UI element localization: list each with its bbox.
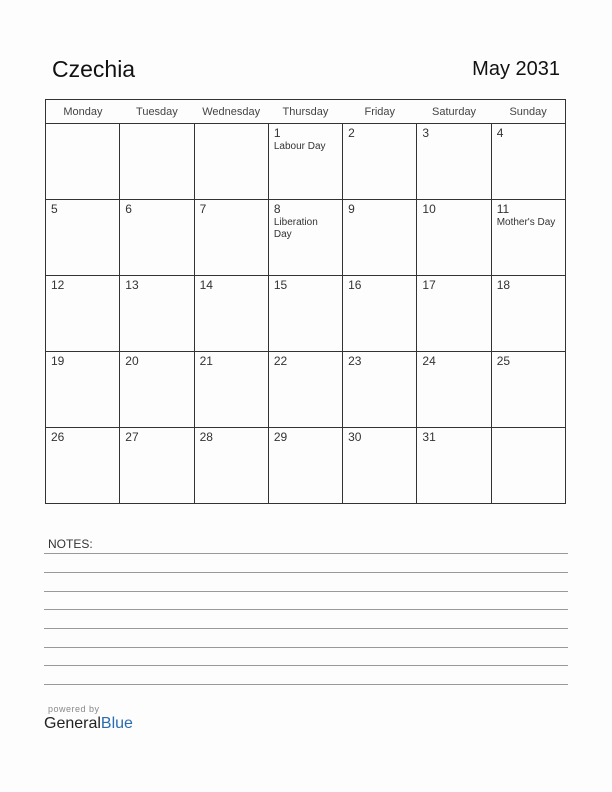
day-number: 28	[199, 430, 213, 444]
day-number: 11	[496, 202, 510, 216]
holiday-label: Liberation Day	[273, 217, 318, 240]
holiday-label: Labour Day	[273, 141, 326, 152]
day-number: 3	[422, 126, 430, 140]
day-number: 16	[348, 278, 362, 292]
weekday-wednesday: Wednesday	[194, 100, 268, 124]
notes-label: NOTES:	[48, 537, 93, 551]
day-number: 17	[422, 278, 436, 292]
day-cell-17	[417, 276, 491, 352]
weekday-tuesday: Tuesday	[120, 100, 194, 124]
generalblue-logo	[44, 715, 133, 733]
day-cell-26	[46, 428, 120, 504]
notes-line	[44, 684, 568, 685]
notes-line	[44, 553, 568, 554]
day-number: 7	[199, 202, 207, 216]
weekday-monday: Monday	[46, 100, 120, 124]
day-cell-30	[343, 428, 417, 504]
logo-blue-text: Blue	[100, 715, 133, 732]
day-cell-13	[120, 276, 194, 352]
day-cell-22	[268, 352, 342, 428]
day-number: 1	[273, 126, 281, 140]
day-cell-18	[491, 276, 565, 352]
week-row	[46, 352, 566, 428]
day-cell-3	[417, 124, 491, 200]
day-number: 25	[496, 354, 511, 368]
day-cell-27	[120, 428, 194, 504]
empty-day-cell	[46, 124, 120, 200]
day-number: 18	[496, 278, 511, 292]
weekday-friday: Friday	[343, 100, 417, 124]
empty-day-cell	[120, 124, 194, 200]
day-cell-7	[194, 200, 268, 276]
day-number: 27	[125, 430, 139, 444]
day-number: 14	[199, 278, 213, 292]
notes-line	[44, 628, 568, 629]
day-number: 23	[348, 354, 362, 368]
notes-line	[44, 609, 568, 610]
week-row	[46, 276, 566, 352]
notes-line	[44, 572, 568, 573]
day-number: 2	[348, 126, 355, 140]
week-row	[46, 200, 566, 276]
holiday-label: Mother's Day	[496, 217, 556, 228]
day-cell-25	[491, 352, 565, 428]
weekday-saturday: Saturday	[417, 100, 491, 124]
week-row	[46, 428, 566, 504]
day-cell-4	[491, 124, 565, 200]
day-number: 31	[422, 430, 436, 444]
day-cell-28	[194, 428, 268, 504]
day-cell-1	[268, 124, 342, 200]
day-number: 19	[51, 354, 65, 368]
weekday-sunday: Sunday	[491, 100, 565, 124]
logo-general-text: General	[44, 715, 101, 732]
notes-line	[44, 665, 568, 666]
generalblue-branding	[44, 704, 133, 733]
powered-by-text: powered by	[48, 704, 100, 714]
day-number: 26	[51, 430, 65, 444]
day-cell-19	[46, 352, 120, 428]
day-number: 9	[348, 202, 355, 216]
day-number: 10	[422, 202, 436, 216]
empty-day-cell	[491, 428, 565, 504]
day-cell-15	[268, 276, 342, 352]
day-number: 20	[125, 354, 139, 368]
day-cell-16	[343, 276, 417, 352]
day-cell-14	[194, 276, 268, 352]
day-number: 5	[51, 202, 58, 216]
country-title: Czechia	[52, 56, 136, 82]
day-cell-8	[268, 200, 342, 276]
day-cell-23	[343, 352, 417, 428]
day-cell-12	[46, 276, 120, 352]
day-number: 6	[125, 202, 132, 216]
notes-line	[44, 647, 568, 648]
empty-day-cell	[194, 124, 268, 200]
day-number: 22	[273, 354, 288, 368]
day-cell-31	[417, 428, 491, 504]
day-number: 15	[273, 278, 288, 292]
day-number: 12	[51, 278, 65, 292]
day-number: 21	[199, 354, 213, 368]
notes-line	[44, 591, 568, 592]
day-cell-10	[417, 200, 491, 276]
day-number: 24	[422, 354, 436, 368]
day-cell-20	[120, 352, 194, 428]
day-number: 29	[273, 430, 288, 444]
day-cell-9	[343, 200, 417, 276]
day-number: 4	[496, 126, 504, 140]
week-row	[46, 124, 566, 200]
day-number: 13	[125, 278, 139, 292]
day-cell-29	[268, 428, 342, 504]
day-number: 30	[348, 430, 362, 444]
calendar-grid	[45, 99, 566, 504]
weekday-thursday: Thursday	[268, 100, 342, 124]
weekday-header-row	[46, 100, 566, 124]
month-year-title: May 2031	[472, 58, 560, 80]
day-cell-2	[343, 124, 417, 200]
day-cell-24	[417, 352, 491, 428]
day-cell-11	[491, 200, 565, 276]
day-cell-21	[194, 352, 268, 428]
day-cell-6	[120, 200, 194, 276]
day-cell-5	[46, 200, 120, 276]
day-number: 8	[273, 202, 281, 216]
